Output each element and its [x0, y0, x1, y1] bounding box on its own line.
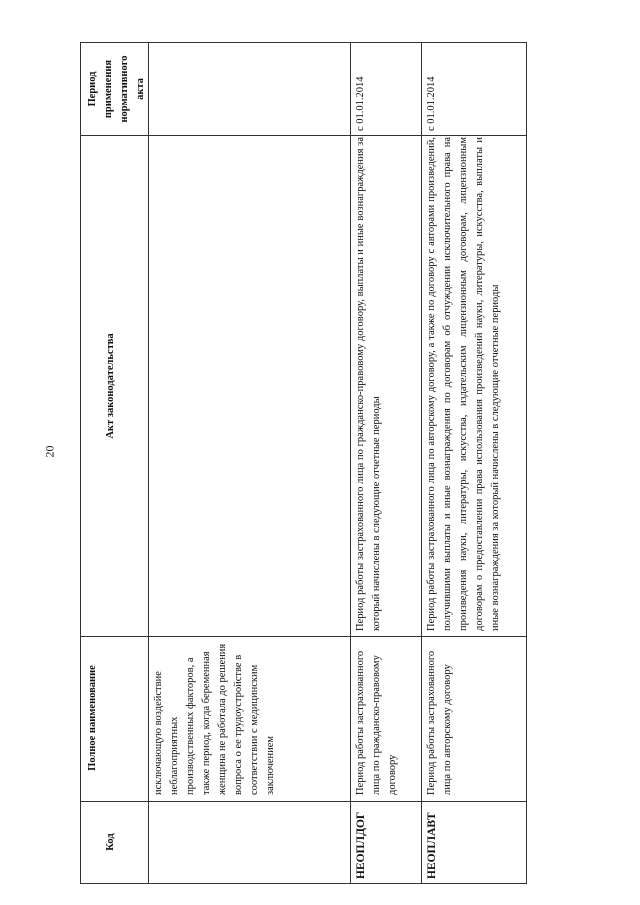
row-2-period: с 01.01.2014 [355, 76, 366, 131]
row-3-period: с 01.01.2014 [426, 76, 437, 131]
header-full-name: Полное наименование [87, 665, 98, 771]
header-period: Период применения нормативного акта [87, 55, 146, 123]
row-3-code: НЕОПЛАВТ [426, 812, 438, 879]
row-1-full-name: исключающую воздействие неблагоприятных производственных факторов, а также период, когда беременная женщина не работала до решения вопроса о ее трудоустройстве в соответствии с медицинским заключением [153, 643, 276, 795]
divider [81, 801, 526, 802]
row-2-full-name: Период работы застрахованного лица по гражданско-правовому договору [355, 650, 398, 795]
divider [148, 43, 149, 883]
divider [350, 43, 351, 883]
divider [81, 135, 526, 136]
divider [421, 43, 422, 883]
divider [81, 636, 526, 637]
page-number: 20 [42, 445, 57, 458]
legal-codes-table [80, 42, 527, 884]
row-2-act: Период работы застрахованного лица по гражданско-правовому договору, выплаты и иные вознаграждения за который начислены в следующие отчетные периоды [355, 137, 382, 631]
row-2-code: НЕОПЛДОГ [355, 811, 367, 879]
row-3-full-name: Период работы застрахованного лица по авторскому договору [426, 650, 453, 795]
row-3-act: Период работы застрахованного лица по авторскому договору, а также по договору с авторами произведений, получившими выплаты и иные вознаграждения по договорам об отчуждении исключительного права на произведения науки, литературы, искусства, издательским лицензионным договорам, лицензионным договорам о предоставлении права использования произведений науки, литературы, искусства, выплаты и иные вознаграждения за который начислены в следующие отчетные периоды [426, 137, 501, 631]
header-code: Код [105, 833, 116, 851]
header-act: Акт законодательства [105, 333, 116, 439]
